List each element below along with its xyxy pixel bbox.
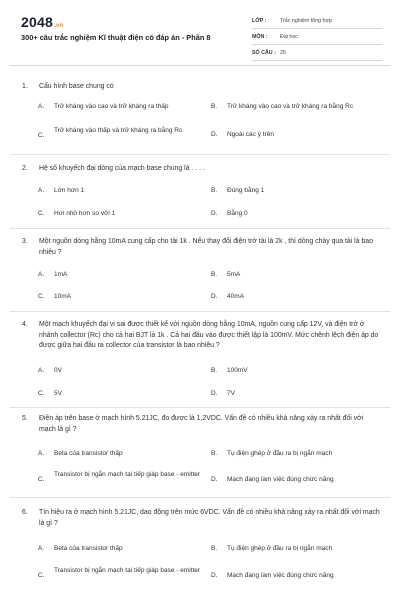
option-text: Tụ điện ghép ở đầu ra bị ngắn mạch	[227, 450, 333, 457]
option-text: 100mV	[227, 367, 248, 374]
option-text: 5mA	[227, 271, 241, 278]
question-number: 4.	[22, 321, 28, 328]
option-letter: C.	[38, 210, 45, 217]
document-header	[0, 0, 400, 62]
option-text: 10mA	[54, 293, 71, 300]
option-letter: D.	[211, 293, 218, 300]
option-text: 5V	[54, 390, 62, 397]
option-letter: A.	[38, 450, 45, 457]
question-number: 1.	[22, 83, 28, 90]
question-separator	[10, 154, 390, 155]
question-text: Một mạch khuyếch đại vi sai được thiết kế với nguồn dòng hằng 10mA, nguồn cung cấp 12V, và điện trở ở nhánh collector (Rc) cho cả hai BJT là 1k . Cả hai đầu vào được thiết lập là 100mV. Mức chênh lệch điện áp do được giữa hai đầu ra collector của transistor là bao nhiêu ?	[39, 321, 379, 349]
question-number: 2.	[22, 165, 28, 172]
option-text: Beta của transistor thấp	[54, 545, 123, 552]
option-text: Ngoài các ý trên	[227, 131, 274, 138]
site-logo[interactable]	[21, 14, 63, 30]
option-letter: B.	[211, 103, 218, 110]
option-letter: A.	[38, 187, 45, 194]
option-letter: A.	[38, 271, 45, 278]
option-text: 0V	[54, 367, 62, 374]
option-text: Lớn hơn 1	[54, 187, 85, 194]
option-text: Hơi nhỏ hơn so với 1	[54, 210, 116, 217]
meta-value: Trắc nghiệm tổng hợp	[280, 17, 332, 24]
question-separator	[10, 407, 390, 408]
logo-suffix: .vn	[53, 23, 64, 29]
option-letter: D.	[211, 476, 218, 483]
option-text: Trở kháng vào thấp và trở kháng ra bằng Rc	[54, 127, 183, 134]
question-number: 5.	[22, 415, 28, 422]
option-letter: B.	[211, 187, 218, 194]
meta-key: MÔN :	[252, 33, 268, 40]
question-number: 6.	[22, 509, 28, 516]
option-text: 7V	[227, 390, 235, 397]
document-title: 300+ câu trắc nghiệm Kĩ thuật điện có đáp án - Phần 8	[21, 33, 211, 42]
option-text: Đúng bằng 1	[227, 187, 265, 194]
option-letter: C.	[38, 132, 45, 139]
option-letter: A.	[38, 103, 45, 110]
logo-text: 2048	[21, 14, 53, 30]
meta-value: 25	[280, 49, 286, 56]
option-letter: B.	[211, 545, 218, 552]
option-letter: D.	[211, 572, 218, 579]
meta-key: SỐ CÂU :	[252, 49, 276, 56]
option-text: Transistor bị ngắn mạch tại tiếp giáp base - emitter	[54, 567, 201, 574]
meta-row-subject	[252, 29, 382, 45]
meta-row-count	[252, 45, 382, 61]
question-text: Một nguồn dòng hằng 10mA cung cấp cho tải 1k . Nếu thay đổi điện trở tải là 2k , thì dòng chảy qua tải là bao nhiêu ?	[39, 238, 373, 256]
question-separator	[10, 497, 390, 498]
option-letter: B.	[211, 450, 218, 457]
question-separator	[10, 228, 390, 229]
meta-row-class	[252, 13, 382, 29]
option-text: Tụ điện ghép ở đầu ra bị ngắn mạch	[227, 545, 333, 552]
option-letter: D.	[211, 131, 218, 138]
question-text: Điện áp trên base ở mạch hình 5.21JC, đo được là 1,2VDC. Vấn đề có nhiều khả năng xảy ra nhất đối với mạch là gì ?	[39, 415, 364, 433]
option-letter: B.	[211, 271, 218, 278]
option-letter: D.	[211, 390, 218, 397]
option-text: Beta của transistor thấp	[54, 450, 123, 457]
option-letter: D.	[211, 210, 218, 217]
question-number: 3.	[22, 238, 28, 245]
option-text: Trở kháng vào cao và trở kháng ra bằng Rc	[227, 103, 354, 110]
option-letter: C.	[38, 476, 45, 483]
header-divider	[10, 65, 390, 66]
option-text: Trở kháng vào cao và trở kháng ra thấp	[54, 103, 169, 110]
option-text: Mạch đang làm việc đúng chức năng	[227, 476, 334, 483]
meta-key: LỚP :	[252, 17, 267, 24]
option-letter: C.	[38, 390, 45, 397]
document-meta	[252, 13, 382, 61]
option-text: 1mA	[54, 271, 68, 278]
meta-value: Đại học	[280, 33, 298, 40]
option-text: Bằng 0	[227, 210, 248, 217]
question-text: Hệ số khuyếch đại dòng của mạch base chung là . . . .	[39, 165, 205, 172]
option-letter: A.	[38, 367, 45, 374]
option-letter: C.	[38, 293, 45, 300]
option-text: Mạch đang làm việc đúng chức năng	[227, 572, 334, 579]
option-text: Transistor bị ngắn mạch tại tiếp giáp base - emitter	[54, 471, 201, 478]
question-text: Cấu hình base chung có	[39, 83, 114, 90]
option-letter: B.	[211, 367, 218, 374]
option-text: 40mA	[227, 293, 244, 300]
question-separator	[10, 311, 390, 312]
option-letter: A.	[38, 545, 45, 552]
question-text: Tín hiệu ra ở mạch hình 5.21JC, dao động trên mức 6VDC. Vấn đề có nhiều khả năng xảy ra nhất đối với mạch là gì ?	[39, 509, 380, 527]
option-letter: C.	[38, 572, 45, 579]
